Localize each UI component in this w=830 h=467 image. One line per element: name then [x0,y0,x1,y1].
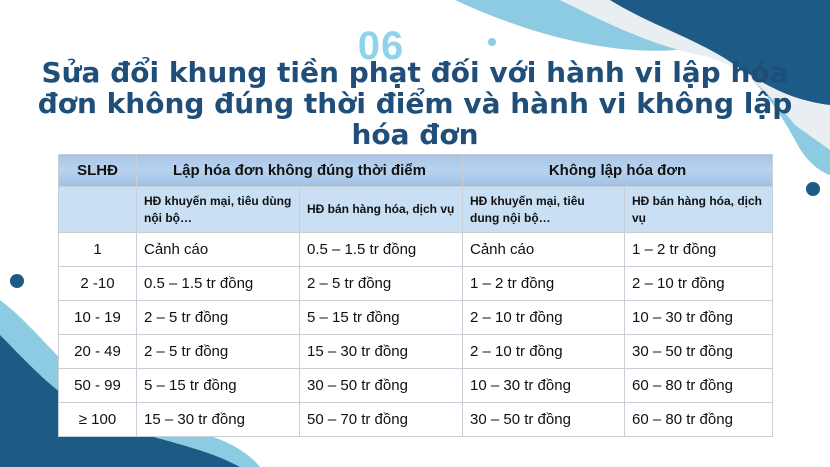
subheader-empty [59,187,137,233]
table-cell: 5 – 15 tr đồng [137,369,300,403]
table-cell: 2 – 10 tr đồng [463,335,625,369]
table-row [59,267,773,301]
table-cell-slhd: 50 - 99 [59,369,137,403]
table-cell: Cảnh cáo [137,233,300,267]
table-cell: 10 – 30 tr đồng [625,301,773,335]
dot-shape [488,38,496,46]
slide-title: Sửa đổi khung tiền phạt đối với hành vi lập hóa đơn không đúng thời điểm và hành vi không lập hóa đơn [37,56,793,151]
table-row [59,335,773,369]
header-group-no-invoice: Không lập hóa đơn [463,155,773,187]
table-cell: 60 – 80 tr đồng [625,403,773,437]
table-header-row [59,155,773,187]
dot-shape [806,182,820,196]
table-subheader-row [59,187,773,233]
table-cell: 2 – 10 tr đồng [625,267,773,301]
table-row [59,369,773,403]
table-cell: 30 – 50 tr đồng [625,335,773,369]
subheader-cell: HĐ khuyến mại, tiêu dùng nội bộ… [137,187,300,233]
fines-table [58,154,773,437]
table-cell: 30 – 50 tr đồng [463,403,625,437]
table-cell: 2 – 5 tr đồng [137,335,300,369]
table-cell: 10 – 30 tr đồng [463,369,625,403]
table-cell-slhd: ≥ 100 [59,403,137,437]
subheader-cell: HĐ bán hàng hóa, dịch vụ [625,187,773,233]
table-row [59,301,773,335]
table-cell: 5 – 15 tr đồng [300,301,463,335]
table-cell: 0.5 – 1.5 tr đồng [300,233,463,267]
table-cell-slhd: 20 - 49 [59,335,137,369]
table-cell: 50 – 70 tr đồng [300,403,463,437]
table-cell: 2 – 5 tr đồng [137,301,300,335]
subheader-cell: HĐ bán hàng hóa, dịch vụ [300,187,463,233]
table-cell: 2 – 5 tr đồng [300,267,463,301]
dot-shape [10,274,24,288]
table-cell-slhd: 2 -10 [59,267,137,301]
table-cell: 0.5 – 1.5 tr đồng [137,267,300,301]
table-cell-slhd: 1 [59,233,137,267]
header-group-late-invoice: Lập hóa đơn không đúng thời điểm [137,155,463,187]
slide-number: 06 [357,24,405,68]
table-cell: 60 – 80 tr đồng [625,369,773,403]
table-cell: 2 – 10 tr đồng [463,301,625,335]
header-slhd: SLHĐ [59,155,137,187]
table-cell: 15 – 30 tr đồng [300,335,463,369]
table-row [59,233,773,267]
table-cell: 1 – 2 tr đồng [463,267,625,301]
table-cell-slhd: 10 - 19 [59,301,137,335]
table-cell: Cảnh cáo [463,233,625,267]
table-cell: 15 – 30 tr đồng [137,403,300,437]
table-cell: 30 – 50 tr đồng [300,369,463,403]
table-row [59,403,773,437]
table-cell: 1 – 2 tr đồng [625,233,773,267]
subheader-cell: HĐ khuyến mại, tiêu dung nội bộ… [463,187,625,233]
